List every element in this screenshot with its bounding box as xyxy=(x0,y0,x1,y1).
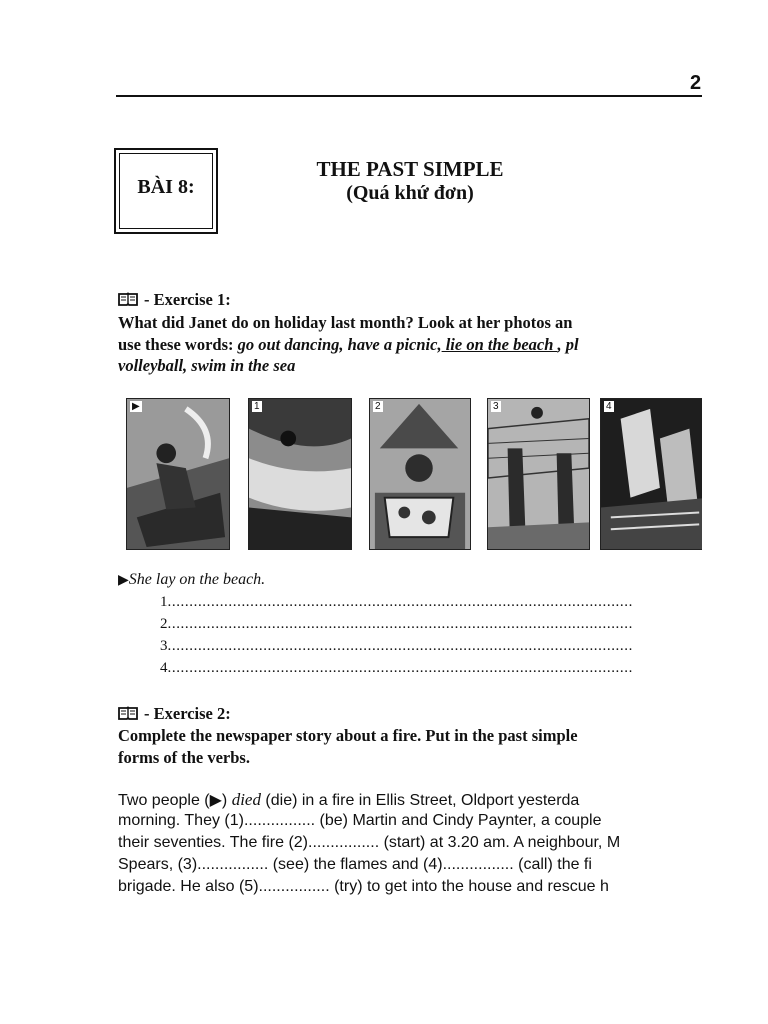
answer-dots: ........................................................................................................... xyxy=(167,638,633,654)
example-text: She lay on the beach. xyxy=(128,571,266,588)
exercise1-line2-underlined: lie on the beach xyxy=(441,335,558,354)
lesson-label: BÀI 8: xyxy=(137,176,195,198)
example-answer xyxy=(118,571,265,589)
story-line-4 xyxy=(118,856,592,874)
photo-3 xyxy=(487,398,590,550)
story-text: Spears, (3)................ (see) the flames and (4)................ (call) the fi xyxy=(118,856,592,873)
photo-3-marker: 3 xyxy=(493,401,499,412)
page-subtitle: (Quá khứ đơn) xyxy=(346,182,474,204)
exercise2-instruction-line2: forms of the verbs. xyxy=(118,748,250,767)
play-arrow-icon: ▶ xyxy=(118,573,129,588)
exercise2-heading-text: - Exercise 2: xyxy=(144,704,231,723)
answer-num: 3 xyxy=(160,638,168,654)
photo-example xyxy=(126,398,230,550)
photo-example-marker: ▶ xyxy=(132,401,140,412)
exercise1-instruction-line1: What did Janet do on holiday last month? Look at her photos an xyxy=(118,313,573,332)
photo-1 xyxy=(248,398,352,550)
book-icon xyxy=(118,292,138,306)
photo-2-marker: 2 xyxy=(375,401,381,412)
story-text: Two people (▶) xyxy=(118,792,232,809)
answer-line-4 xyxy=(160,660,633,677)
story-text: morning. They (1)................ (be) Martin and Cindy Paynter, a couple xyxy=(118,812,602,829)
answer-dots: ........................................................................................................... xyxy=(167,660,633,676)
exercise1-line2-end: , pl xyxy=(557,335,579,354)
answer-dots: ........................................................................................................... xyxy=(167,616,633,632)
answer-num: 4 xyxy=(160,660,168,676)
story-text: brigade. He also (5)................ (try) to get into the house and rescue h xyxy=(118,878,609,895)
exercise1-line2-words: go out dancing, have a picnic, xyxy=(237,335,442,354)
photo-2 xyxy=(369,398,471,550)
book-icon xyxy=(118,706,138,720)
answer-num: 2 xyxy=(160,616,168,632)
exercise1-heading-text: - Exercise 1: xyxy=(144,290,231,309)
story-line-2 xyxy=(118,812,601,830)
photo-4-marker: 4 xyxy=(606,401,612,412)
story-line-3 xyxy=(118,834,620,852)
answer-line-2 xyxy=(160,616,633,633)
answer-line-1 xyxy=(160,594,633,611)
page-number: 2 xyxy=(690,72,702,94)
exercise2-heading xyxy=(118,704,231,724)
exercise1-instruction-line2 xyxy=(118,335,579,355)
answer-dots: ........................................................................................................... xyxy=(167,594,633,610)
exercise1-instruction-line3: volleyball, swim in the sea xyxy=(118,356,296,375)
answer-num: 1 xyxy=(160,594,168,610)
photo-1-marker: 1 xyxy=(254,401,260,412)
page-title: THE PAST SIMPLE xyxy=(316,157,504,181)
exercise1-line2-start: use these words: xyxy=(118,335,238,354)
lesson-box xyxy=(114,148,218,234)
story-text: their seventies. The fire (2)................ (start) at 3.20 am. A neighbour, M xyxy=(118,834,621,851)
answer-line-3 xyxy=(160,638,633,655)
exercise2-instruction-line1: Complete the newspaper story about a fire. Put in the past simple xyxy=(118,726,578,745)
story-text: (die) in a fire in Ellis Street, Oldport yesterda xyxy=(260,792,580,809)
photo-strip xyxy=(126,398,702,550)
story-line-1 xyxy=(118,790,579,810)
header-rule xyxy=(116,95,702,97)
exercise1-heading xyxy=(118,290,231,310)
story-example-verb: died xyxy=(231,790,261,809)
photo-4 xyxy=(600,398,702,550)
story-line-5 xyxy=(118,878,609,896)
